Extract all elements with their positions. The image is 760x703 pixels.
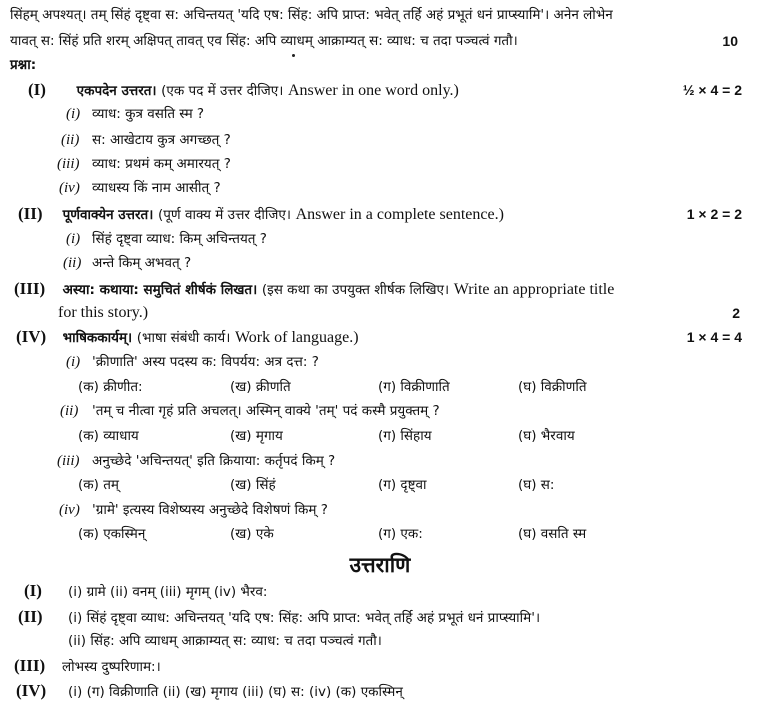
answer-item bbox=[14, 655, 161, 678]
item-text: अनुच्छेदे 'अचिन्तयत्' इति क्रियाया: कर्तृपदं किम् ? bbox=[92, 453, 336, 469]
option-kha: (ख) मृगाय bbox=[230, 428, 283, 444]
item-text: अन्ते किम् अभवत् ? bbox=[92, 255, 192, 271]
option-kha: (ख) एके bbox=[230, 526, 274, 542]
section-english-instruction: Answer in one word only.) bbox=[287, 82, 459, 99]
option-ka: (क) एकस्मिन् bbox=[78, 526, 146, 542]
section-english-instruction: Answer in a complete sentence.) bbox=[295, 206, 504, 223]
section-title: भाषिककार्यम्। bbox=[62, 330, 133, 346]
section-4-marks: 1 × 4 = 4 bbox=[686, 329, 742, 345]
answer-text: (i) ग्रामे (ii) वनम् (iii) मृगम् (iv) भैरव: bbox=[68, 584, 268, 600]
item-text: 'तम् च नीत्वा गृहं प्रति अचलत्। अस्मिन् वाक्ये 'तम्' पदं कस्मै प्रयुक्तम् ? bbox=[92, 403, 440, 419]
item-text: 'क्रीणाति' अस्य पदस्य क: विपर्यय: अत्र दत्त: ? bbox=[92, 354, 319, 370]
option-gha: (घ) भैरवाय bbox=[518, 428, 575, 444]
question-item bbox=[57, 450, 335, 472]
question-item bbox=[57, 153, 231, 175]
answer-item bbox=[16, 680, 403, 703]
answer-text-continued: (ii) सिंह: अपि व्याधम् आक्राम्यत् स: व्याध: च तदा पञ्चत्वं गतौ। bbox=[68, 633, 382, 649]
option-kha: (ख) क्रीणति bbox=[230, 379, 291, 395]
option-ka: (क) क्रीणीत: bbox=[78, 379, 143, 395]
section-1-marks: ½ × 4 = 2 bbox=[682, 82, 742, 98]
option-ka: (क) व्याधाय bbox=[78, 428, 139, 444]
option-gha: (घ) विक्रीणति bbox=[518, 379, 587, 395]
answer-number: (II) bbox=[18, 607, 43, 626]
answer-text: लोभस्य दुष्परिणाम:। bbox=[62, 659, 161, 675]
item-text: सिंहं दृष्ट्वा व्याध: किम् अचिन्तयत् ? bbox=[92, 231, 267, 247]
item-number: (iv) bbox=[59, 502, 80, 518]
section-number: (II) bbox=[18, 204, 43, 223]
option-ga: (ग) दृष्ट्वा bbox=[378, 477, 427, 493]
item-text: स: आखेटाय कुत्र अगच्छत् ? bbox=[92, 132, 231, 148]
item-text: व्याधस्य किं नाम आसीत् ? bbox=[92, 180, 221, 196]
section-english-instruction: Write an appropriate title bbox=[453, 281, 615, 298]
passage-marks: 10 bbox=[722, 33, 738, 49]
answer-number: (I) bbox=[24, 581, 42, 600]
question-item bbox=[63, 252, 191, 274]
question-item bbox=[66, 103, 204, 125]
item-number: (i) bbox=[66, 231, 81, 247]
question-item bbox=[60, 400, 440, 422]
item-number: (ii) bbox=[63, 255, 82, 271]
answer-item bbox=[18, 606, 540, 629]
section-number: (I) bbox=[28, 80, 46, 99]
section-title: अस्या: कथाया: समुचितं शीर्षकं लिखत। bbox=[62, 282, 258, 298]
section-1-header bbox=[28, 79, 459, 102]
option-ga: (ग) एक: bbox=[378, 526, 423, 542]
option-ga: (ग) सिंहाय bbox=[378, 428, 432, 444]
section-hindi-instruction: (पूर्ण वाक्य में उत्तर दीजिए। bbox=[157, 207, 291, 223]
section-number: (IV) bbox=[16, 327, 47, 346]
section-hindi-instruction: (एक पद में उत्तर दीजिए। bbox=[161, 83, 284, 99]
item-text: व्याध: कुत्र वसति स्म ? bbox=[92, 106, 205, 122]
passage-line-1: सिंहम् अपश्यत्। तम् सिंहं दृष्ट्वा स: अचिन्तयत् 'यदि एष: सिंह: अपि प्राप्त: भवेत् तर्हि अहं प्रभूतं धनं प्राप्स्यामि'। अनेन लोभेन bbox=[10, 7, 613, 23]
item-number: (ii) bbox=[61, 132, 80, 148]
section-title: एकपदेन उत्तरत। bbox=[76, 83, 157, 99]
item-text: 'ग्रामे' इत्यस्य विशेष्यस्य अनुच्छेदे विशेषणं किम् ? bbox=[92, 502, 328, 518]
stray-dot bbox=[292, 54, 295, 57]
section-3-english-continued: for this story.) bbox=[58, 304, 149, 321]
answers-heading: उत्तराणि bbox=[349, 553, 411, 577]
answer-number: (IV) bbox=[16, 681, 47, 700]
answer-text: (i) (ग) विक्रीणाति (ii) (ख) मृगाय (iii) (घ) स: (iv) (क) एकस्मिन् bbox=[68, 684, 403, 700]
question-item bbox=[66, 351, 319, 373]
option-ka: (क) तम् bbox=[78, 477, 119, 493]
section-number: (III) bbox=[14, 279, 46, 298]
option-gha: (घ) वसति स्म bbox=[518, 526, 587, 542]
section-3-header bbox=[14, 278, 614, 301]
section-title: पूर्णवाक्येन उत्तरत। bbox=[62, 207, 154, 223]
answer-text: (i) सिंहं दृष्ट्वा व्याध: अचिन्तयत् 'यदि एष: सिंह: अपि प्राप्त: भवेत् तर्हि अहं प्रभूतं धनं प्राप्स्यामि'। bbox=[68, 610, 541, 626]
item-number: (i) bbox=[66, 354, 81, 370]
question-item bbox=[59, 499, 328, 521]
section-english-instruction: Work of language.) bbox=[234, 329, 359, 346]
item-number: (iii) bbox=[57, 156, 80, 172]
item-text: व्याध: प्रथमं कम् अमारयत् ? bbox=[92, 156, 231, 172]
item-number: (iii) bbox=[57, 453, 80, 469]
answer-item bbox=[24, 580, 268, 603]
answer-number: (III) bbox=[14, 656, 46, 675]
question-item bbox=[59, 177, 221, 199]
questions-heading: प्रश्ना: bbox=[10, 57, 37, 73]
item-number: (i) bbox=[66, 106, 81, 122]
section-4-header bbox=[16, 326, 359, 349]
option-ga: (ग) विक्रीणाति bbox=[378, 379, 450, 395]
question-item bbox=[66, 228, 267, 250]
question-item bbox=[61, 129, 231, 151]
item-number: (ii) bbox=[60, 403, 79, 419]
option-kha: (ख) सिंहं bbox=[230, 477, 276, 493]
section-hindi-instruction: (भाषा संबंधी कार्य। bbox=[136, 330, 231, 346]
section-2-header bbox=[18, 203, 504, 226]
option-gha: (घ) स: bbox=[518, 477, 555, 493]
section-hindi-instruction: (इस कथा का उपयुक्त शीर्षक लिखिए। bbox=[261, 282, 450, 298]
section-3-marks: 2 bbox=[732, 305, 740, 321]
item-number: (iv) bbox=[59, 180, 80, 196]
passage-line-2: यावत् स: सिंहं प्रति शरम् अक्षिपत् तावत् एव सिंह: अपि व्याधम् आक्राम्यत् स: व्याध: च तदा पञ्चत्वं गतौ। bbox=[10, 33, 518, 49]
section-2-marks: 1 × 2 = 2 bbox=[686, 206, 742, 222]
